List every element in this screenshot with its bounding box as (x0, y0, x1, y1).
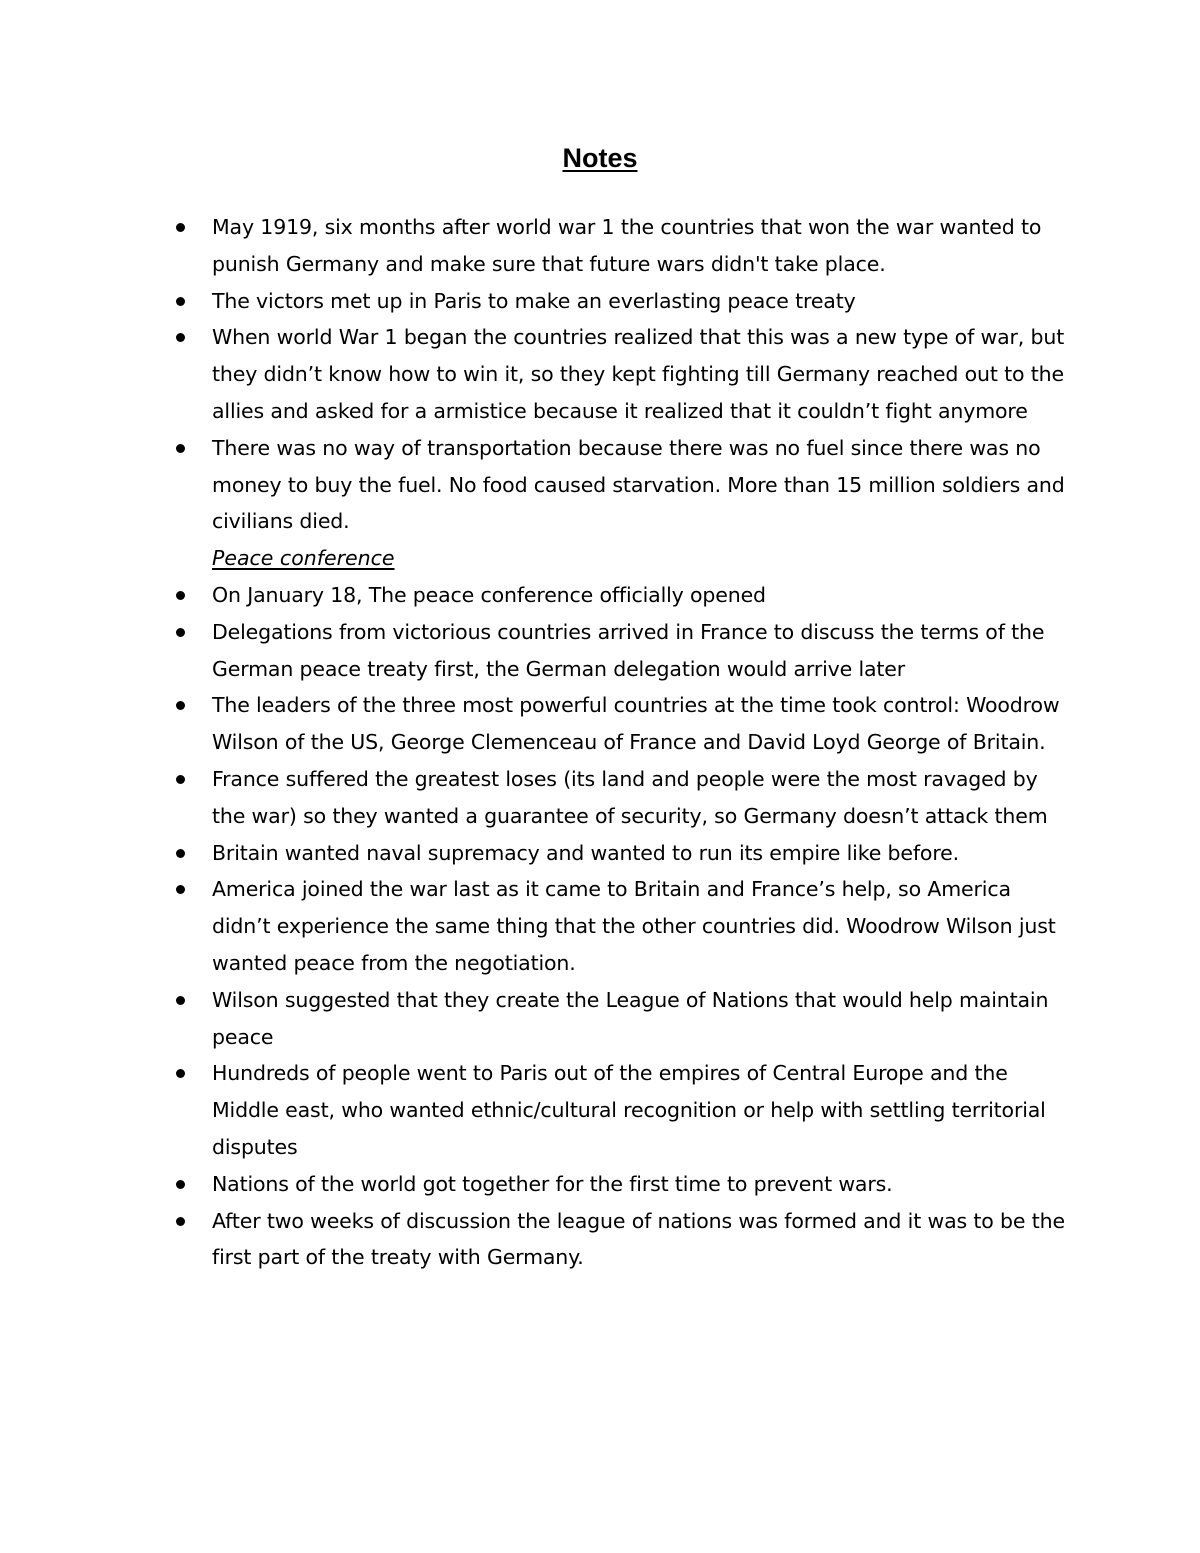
bullet-icon (176, 849, 185, 858)
list-item-text: On January 18, The peace conference officially opened (212, 582, 766, 607)
list-item (0, 283, 1200, 320)
bullet-icon (176, 297, 185, 306)
list-item-text: After two weeks of discussion the league of nations was formed and it was to be the first part of the treaty with Germany. (212, 1208, 1065, 1270)
notes-list (0, 209, 1200, 1276)
bullet-icon (176, 628, 185, 637)
list-item-text: Britain wanted naval supremacy and wanted to run its empire like before. (212, 840, 959, 865)
list-item (0, 319, 1200, 429)
list-item (0, 1055, 1200, 1165)
list-item-text: There was no way of transportation because there was no fuel since there was no money to buy the fuel. No food caused starvation. More than 15 million soldiers and civilians died. (212, 435, 1065, 534)
list-item-text: The victors met up in Paris to make an everlasting peace treaty (212, 288, 856, 313)
bullet-icon (176, 996, 185, 1005)
bullet-icon (176, 333, 185, 342)
list-item-text: The leaders of the three most powerful countries at the time took control: Woodrow Wilson of the US, George Clemenceau of France and David Loyd George of Britain. (212, 693, 1060, 755)
list-item (0, 430, 1200, 540)
section-subheading: Peace conference (212, 546, 395, 571)
list-item-text: May 1919, six months after world war 1 the countries that won the war wanted to punish Germany and make sure that future wars didn't take place. (212, 215, 1042, 276)
list-item (0, 1203, 1200, 1277)
page-title: Notes (562, 143, 638, 173)
bullet-icon (176, 701, 185, 710)
list-item (0, 209, 1200, 283)
bullet-icon (176, 223, 185, 232)
list-item (0, 835, 1200, 872)
bullet-icon (176, 444, 185, 453)
list-item-text: France suffered the greatest loses (its land and people were the most ravaged by the war) so they wanted a guarantee of security, so Germany doesn’t attack them (212, 766, 1048, 828)
bullet-icon (176, 1069, 185, 1078)
list-item-text: Delegations from victorious countries arrived in France to discuss the terms of the German peace treaty first, the German delegation would arrive later (212, 619, 1045, 681)
list-item (0, 1166, 1200, 1203)
list-item (0, 761, 1200, 835)
list-item (0, 687, 1200, 761)
bullet-icon (176, 1180, 185, 1189)
list-item-text: Wilson suggested that they create the League of Nations that would help maintain peace (212, 987, 1049, 1049)
list-item (0, 871, 1200, 981)
list-item-text: When world War 1 began the countries realized that this was a new type of war, but they didn’t know how to win it, so they kept fighting till Germany reached out to the allies and asked for a armistice because it realized that it couldn’t fight anymore (212, 325, 1065, 423)
list-item (0, 577, 1200, 614)
bullet-icon (176, 775, 185, 784)
list-item-text: Nations of the world got together for the first time to prevent wars. (212, 1171, 893, 1196)
bullet-icon (176, 1217, 185, 1226)
bullet-icon (176, 591, 185, 600)
list-item (0, 982, 1200, 1056)
list-item (0, 614, 1200, 688)
list-item-text: America joined the war last as it came to Britain and France’s help, so America didn’t experience the same thing that the other countries did. Woodrow Wilson just wanted peace from the negotiation. (212, 877, 1056, 975)
bullet-icon (176, 885, 185, 894)
list-item-text: Hundreds of people went to Paris out of the empires of Central Europe and the Middle east, who wanted ethnic/cultural recognition or help with settling territorial disputes (212, 1061, 1046, 1159)
